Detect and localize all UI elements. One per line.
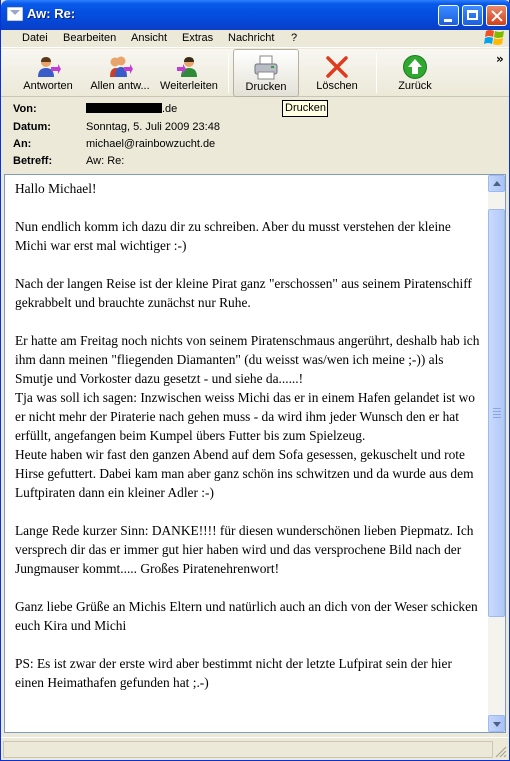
grip-line: [493, 408, 501, 409]
menu-extras[interactable]: Extras: [182, 32, 214, 44]
message-body-pane[interactable]: [4, 174, 506, 733]
minimize-button[interactable]: [438, 5, 459, 26]
menu-datei[interactable]: Datei: [22, 32, 48, 44]
toolbar-separator: [228, 53, 229, 93]
toolbar: [1, 49, 509, 97]
delete-label: Löschen: [316, 80, 358, 92]
status-bar: [1, 737, 509, 760]
delete-button[interactable]: [305, 49, 369, 97]
from-label: Von:: [13, 103, 37, 115]
printer-icon: [253, 55, 279, 81]
scroll-up-button[interactable]: [488, 175, 505, 192]
menu-help[interactable]: ?: [291, 32, 298, 44]
status-pane: [3, 741, 493, 758]
message-paragraph: Er hatte am Freitag noch nichts von seinem Piratenschmaus angerührt, deshalb hab ich ihm dann meinen "fliegenden Diamanten" (du weisst was/wen ich meine ;-)) als Smutje und Vorkoster dazu gesetzt - und siehe da......!: [15, 333, 480, 386]
close-button[interactable]: [486, 5, 507, 26]
vertical-scrollbar[interactable]: [488, 175, 505, 732]
up-arrow-icon: [402, 54, 428, 80]
message-paragraph: Tja was soll ich sagen: Inzwischen weiss Michi das er in einem Hafen gelandet ist wo er nicht mehr der Piraterie nach gehen muss - da wird ihm jeder Wunsch den er hat erfüllt, angefangen beim Kumpel übers Futter bis zum Spielzeug.: [15, 390, 475, 443]
print-button[interactable]: [233, 49, 299, 97]
reply-icon: [35, 54, 61, 80]
grip-line: [493, 414, 501, 415]
chevron-down-icon: [493, 722, 501, 727]
delete-x-icon: [324, 54, 350, 80]
message-paragraph: PS: Es ist zwar der erste wird aber bestimmt nicht der letzte Lufpirat sein der hier einen Heimathafen gefunden hat ;.-): [15, 656, 452, 690]
back-button[interactable]: [383, 49, 447, 97]
forward-icon: [176, 54, 202, 80]
toolbar-separator: [376, 53, 377, 93]
reply-label: Antworten: [23, 80, 73, 92]
title-bar[interactable]: [1, 0, 510, 30]
message-paragraph: Ganz liebe Grüße an Michis Eltern und natürlich auch an dich von der Weser schicken euch Kira und Michi: [15, 599, 478, 633]
from-value[interactable]: [86, 103, 177, 115]
date-label: Datum:: [13, 121, 51, 133]
tooltip: Drucken: [282, 100, 328, 117]
toolbar-overflow-chevron[interactable]: »: [496, 52, 501, 66]
subject-value: Aw: Re:: [86, 155, 125, 167]
reply-button[interactable]: [15, 49, 81, 97]
windows-logo-icon: [484, 27, 506, 49]
message-headers: [1, 98, 509, 174]
scroll-thumb[interactable]: [488, 209, 505, 617]
to-label: An:: [13, 138, 32, 150]
redacted-sender: [86, 103, 162, 113]
message-paragraph: Heute haben wir fast den ganzen Abend auf dem Sofa gesessen, gekuschelt und rote Hirse gefuttert. Dabei kam man aber ganz schön ins schwitzen und da wurde aus dem Luftpiraten dann ein kleiner Adler :-): [15, 447, 474, 500]
menu-bearbeiten[interactable]: Bearbeiten: [63, 32, 117, 44]
message-text: [15, 179, 483, 711]
reply-all-button[interactable]: [85, 49, 155, 97]
message-paragraph: Lange Rede kurzer Sinn: DANKE!!!! für diesen wunderschönen lieben Piepmatz. Ich versprech dir das er immer gut hier haben wird und das versprochene Bild nach der Jungmauser kommt..... Großes Piratenehrenwort!: [15, 523, 474, 576]
menu-nachricht[interactable]: Nachricht: [228, 32, 275, 44]
from-domain: .de: [162, 103, 178, 115]
reply-all-icon: [107, 54, 133, 80]
resize-grip-icon[interactable]: [495, 746, 507, 758]
window-title: Aw: Re:: [27, 6, 76, 21]
maximize-button[interactable]: [462, 5, 483, 26]
chevron-up-icon: [493, 181, 501, 186]
grip-line: [493, 417, 501, 418]
subject-label: Betreff:: [13, 155, 53, 167]
date-value: Sonntag, 5. Juli 2009 23:48: [86, 121, 220, 133]
message-greeting: Hallo Michael!: [15, 181, 97, 196]
message-paragraph: Nach der langen Reise ist der kleine Pirat ganz "erschossen" aus seinem Piratenschiff gekrabbelt und brauchte zunächst nur Ruhe.: [15, 276, 472, 310]
forward-label: Weiterleiten: [160, 80, 218, 92]
message-paragraph: Nun endlich komm ich dazu dir zu schreiben. Aber du musst verstehen der kleine Michi war erst mal wichtiger :-): [15, 219, 451, 253]
reply-all-label: Allen antw...: [90, 80, 150, 92]
menu-bar: [1, 30, 509, 48]
scroll-down-button[interactable]: [488, 715, 505, 732]
to-value[interactable]: michael@rainbowzucht.de: [86, 138, 216, 150]
print-label: Drucken: [245, 81, 287, 93]
menu-ansicht[interactable]: Ansicht: [131, 32, 168, 44]
back-label: Zurück: [398, 80, 432, 92]
forward-button[interactable]: [157, 49, 221, 97]
envelope-icon: [7, 7, 23, 21]
grip-line: [493, 411, 501, 412]
